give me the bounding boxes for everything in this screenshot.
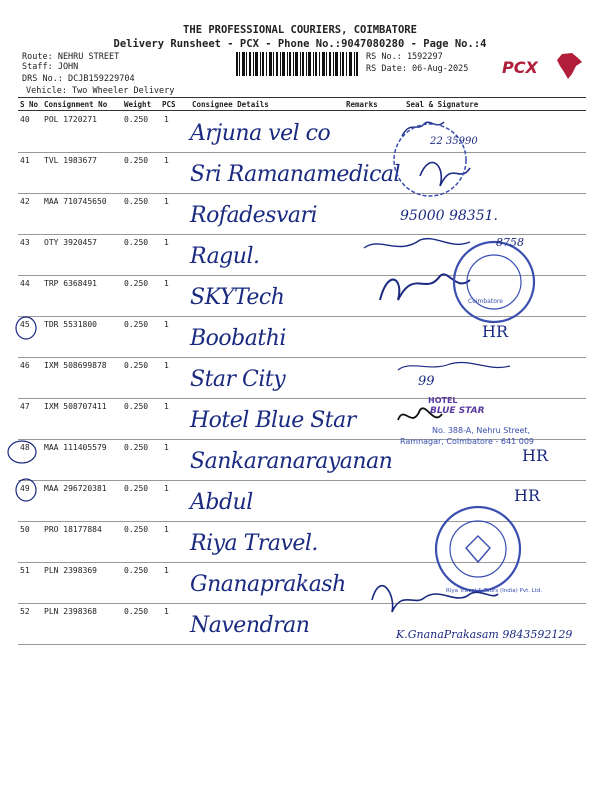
row-consignee-handwritten: SKYTech <box>190 285 285 310</box>
row-consignee-handwritten: Sankaranarayanan <box>190 449 393 474</box>
row-pcs: 1 <box>164 279 169 288</box>
col-sno: S No <box>20 100 39 109</box>
circle-sno-49 <box>16 479 36 501</box>
col-pcs: PCS <box>162 100 176 109</box>
drs-label: DRS No.: DCJB159229704 <box>22 74 135 84</box>
row-consignment-no: TRP 6368491 <box>44 279 97 288</box>
row-consignee-handwritten: Sri Ramanamedical <box>190 162 401 187</box>
row-sno: 42 <box>20 197 30 206</box>
remark-r40: 22 35990 <box>430 136 478 147</box>
remark-r46 <box>398 362 510 370</box>
row-sno: 51 <box>20 566 30 575</box>
circle-sno-48 <box>8 441 36 463</box>
row-weight: 0.250 <box>124 238 149 247</box>
row-pcs: 1 <box>164 156 169 165</box>
row-weight: 0.250 <box>124 197 149 206</box>
stamp-circle-r50 <box>436 507 520 591</box>
row-consignment-no: MAA 111405579 <box>44 443 107 452</box>
remark-r43: 8758 <box>496 236 524 249</box>
row-consignment-no: PRO 18177884 <box>44 525 102 534</box>
row-weight: 0.250 <box>124 484 149 493</box>
row-pcs: 1 <box>164 197 169 206</box>
row-sno: 43 <box>20 238 30 247</box>
row-weight: 0.250 <box>124 566 149 575</box>
col-weight: Weight <box>124 100 152 109</box>
row-sno: 52 <box>20 607 30 616</box>
row-weight: 0.250 <box>124 525 149 534</box>
row-sno: 48 <box>20 443 30 452</box>
row-consignee-handwritten: Arjuna vel co <box>190 121 331 146</box>
initials-r48: HR <box>522 446 548 465</box>
remark-r46: 99 <box>418 374 435 389</box>
row-sno: 50 <box>20 525 30 534</box>
row-pcs: 1 <box>164 525 169 534</box>
row-weight: 0.250 <box>124 115 149 124</box>
col-seal: Seal & Signature <box>406 100 479 109</box>
row-weight: 0.250 <box>124 279 149 288</box>
row-sno: 41 <box>20 156 30 165</box>
remark-r42: 95000 98351. <box>400 208 498 224</box>
col-remarks: Remarks <box>346 100 378 109</box>
row-pcs: 1 <box>164 238 169 247</box>
row-consignment-no: MAA 296720381 <box>44 484 107 493</box>
row-sno: 44 <box>20 279 30 288</box>
row-consignment-no: TVL 1983677 <box>44 156 97 165</box>
row-sno: 49 <box>20 484 30 493</box>
row-consignee-handwritten: Gnanaprakash <box>190 572 346 597</box>
row-sno: 45 <box>20 320 30 329</box>
circle-sno-45 <box>16 317 36 339</box>
row-pcs: 1 <box>164 607 169 616</box>
row-consignment-no: IXM 508699878 <box>44 361 107 370</box>
stamp-text-r44: Coimbatore <box>468 298 503 305</box>
row-consignee-handwritten: Boobathi <box>190 326 286 351</box>
rs-number: RS No.: 1592297 <box>366 52 443 62</box>
runsheet-title: Delivery Runsheet - PCX - Phone No.:9047080280 - Page No.:4 <box>113 38 487 50</box>
row-weight: 0.250 <box>124 320 149 329</box>
row-weight: 0.250 <box>124 361 149 370</box>
row-pcs: 1 <box>164 443 169 452</box>
stamp-emblem-r50 <box>466 536 490 562</box>
initials-r45: HR <box>482 322 508 341</box>
col-consignee: Consignee Details <box>192 100 269 109</box>
row-pcs: 1 <box>164 484 169 493</box>
row-sno: 40 <box>20 115 30 124</box>
row-consignee-handwritten: Abdul <box>190 490 253 515</box>
row-weight: 0.250 <box>124 607 149 616</box>
row-weight: 0.250 <box>124 443 149 452</box>
row-consignee-handwritten: Star City <box>190 367 286 392</box>
stamp-bluestar-word: BLUE STAR <box>430 406 485 416</box>
col-consignment: Consignment No <box>44 100 108 109</box>
row-consignment-no: IXM 508707411 <box>44 402 107 411</box>
stamp-address-line1: No. 388-A, Nehru Street, <box>432 426 531 435</box>
initials-r49: HR <box>514 486 540 505</box>
route-label: Route: NEHRU STREET <box>22 52 120 62</box>
row-consignee-handwritten: Ragul. <box>190 244 260 269</box>
stamp-hotel-word: HOTEL <box>428 396 458 405</box>
row-sno: 46 <box>20 361 30 370</box>
row-weight: 0.250 <box>124 156 149 165</box>
row-consignee-handwritten: Navendran <box>190 613 310 638</box>
row-consignment-no: OTY 3920457 <box>44 238 97 247</box>
row-pcs: 1 <box>164 115 169 124</box>
row-pcs: 1 <box>164 402 169 411</box>
stamp-address-line2: Ramnagar, Coimbatore - 641 009 <box>400 437 535 446</box>
rs-date: RS Date: 06-Aug-2025 <box>366 64 469 74</box>
footer-signature: K.GnanaPrakasam 9843592129 <box>396 628 573 641</box>
stamp-text-r50: Riya Travel & Tours (India) Pvt. Ltd. <box>446 588 543 594</box>
row-consignment-no: MAA 710745650 <box>44 197 107 206</box>
row-weight: 0.250 <box>124 402 149 411</box>
row-sno: 47 <box>20 402 30 411</box>
row-consignee-handwritten: Hotel Blue Star <box>190 408 356 433</box>
stamp-partial-r41 <box>394 124 466 196</box>
stamp-inner-r50 <box>450 521 506 577</box>
vehicle-label: Vehicle: Two Wheeler Delivery <box>26 86 175 96</box>
row-consignee-handwritten: Rofadesvari <box>190 203 318 228</box>
row-pcs: 1 <box>164 566 169 575</box>
pcx-logo-text: PCX <box>502 58 538 77</box>
row-consignment-no: PLN 2398369 <box>44 566 97 575</box>
company-title: THE PROFESSIONAL COURIERS, COIMBATORE <box>183 24 417 36</box>
row-consignment-no: TDR 5531800 <box>44 320 97 329</box>
row-consignment-no: PLN 2398368 <box>44 607 97 616</box>
staff-label: Staff: JOHN <box>22 62 79 72</box>
signature-r43 <box>364 239 470 248</box>
row-consignee-handwritten: Riya Travel. <box>190 531 318 556</box>
row-pcs: 1 <box>164 361 169 370</box>
row-consignment-no: POL 1720271 <box>44 115 97 124</box>
row-pcs: 1 <box>164 320 169 329</box>
